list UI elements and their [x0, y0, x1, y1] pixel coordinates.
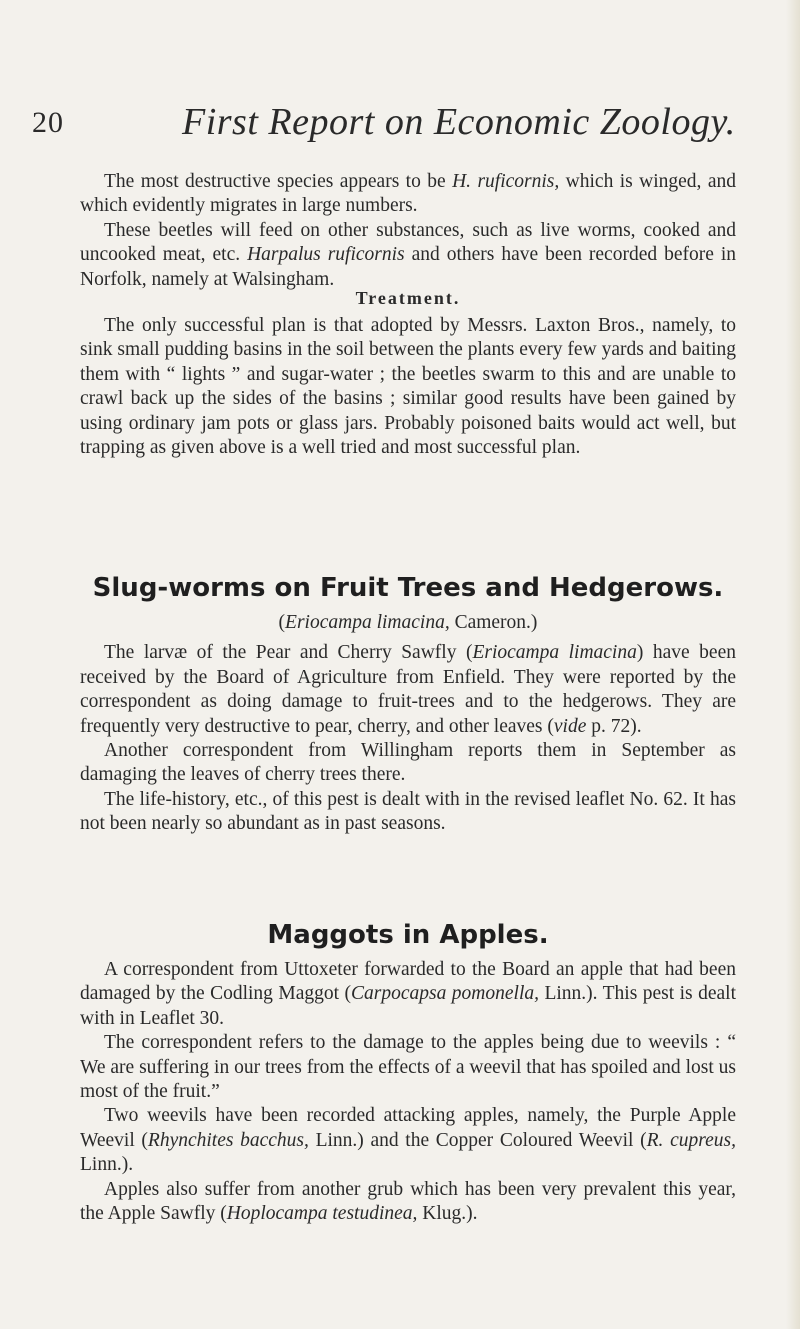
intro-section: [80, 170, 736, 292]
slug-worms-heading: Slug-worms on Fruit Trees and Hedgerows.: [92, 573, 724, 603]
running-head: [32, 100, 760, 144]
page-edge-shadow: [786, 0, 800, 1329]
maggots-paragraph-4: Apples also suffer from another grub which has been very prevalent this year, the Apple Sawfly (Hoplocampa testudinea, Klug.).: [80, 1178, 736, 1225]
maggots-paragraph-2: The correspondent refers to the damage to the apples being due to weevils : “ We are suffering in our trees from the effects of a weevil that has spoiled and lost us most of the fruit.”: [80, 1032, 736, 1103]
slug-worms-paragraph-1: The larvæ of the Pear and Cherry Sawfly (Eriocampa limacina) have been received by the Board of Agriculture from Enfield. They were reported by the correspondent as doing damage to fruit-trees and to the hedgerows. They are frequently very destructive to pear, cherry, and other leaves (vide p. 72).: [80, 642, 736, 737]
maggots-section: [80, 920, 736, 1226]
paragraph-destructive-species: The most destructive species appears to be H. ruficornis, which is winged, and which evidently migrates in large numbers.: [80, 171, 736, 217]
maggots-paragraph-1: A correspondent from Uttoxeter forwarded to the Board an apple that had been damaged by the Codling Maggot (Carpocapsa pomonella, Linn.). This pest is dealt with in Leaflet 30.: [80, 959, 736, 1029]
slug-worms-paragraph-3: The life-history, etc., of this pest is dealt with in the revised leaflet No. 62. It has not been nearly so abundant as in past seasons.: [80, 788, 736, 835]
treatment-section: [80, 288, 736, 460]
page-number: 20: [32, 106, 64, 139]
paragraph-feeding: These beetles will feed on other substances, such as live worms, cooked and uncooked meat, etc. Harpalus ruficornis and others have been recorded before in Norfolk, namely at Walsingham.: [80, 219, 736, 290]
maggots-paragraph-3: Two weevils have been recorded attacking apples, namely, the Purple Apple Weevil (Rhynchites bacchus, Linn.) and the Copper Coloured Weevil (R. cupreus, Linn.).: [80, 1105, 736, 1176]
slug-worms-paragraph-2: Another correspondent from Willingham reports them in September as damaging the leaves of cherry trees there.: [80, 740, 736, 786]
treatment-paragraph: The only successful plan is that adopted by Messrs. Laxton Bros., namely, to sink small pudding basins in the soil between the plants every few yards and baiting them with “ lights ” and sugar-water ; the beetles swarm to this and are unable to crawl back up the sides of the basins ; similar good results have been gained by using ordinary jam pots or glass jars. Probably poisoned baits would act well, but trapping as given above is a well tried and most successful plan.: [80, 315, 736, 459]
slug-worms-subheading: (Eriocampa limacina, Cameron.): [278, 612, 538, 633]
maggots-heading: Maggots in Apples.: [267, 920, 549, 950]
treatment-heading: Treatment.: [355, 288, 461, 308]
slug-worms-section: [80, 573, 736, 837]
running-title: First Report on Economic Zoology.: [182, 101, 736, 143]
